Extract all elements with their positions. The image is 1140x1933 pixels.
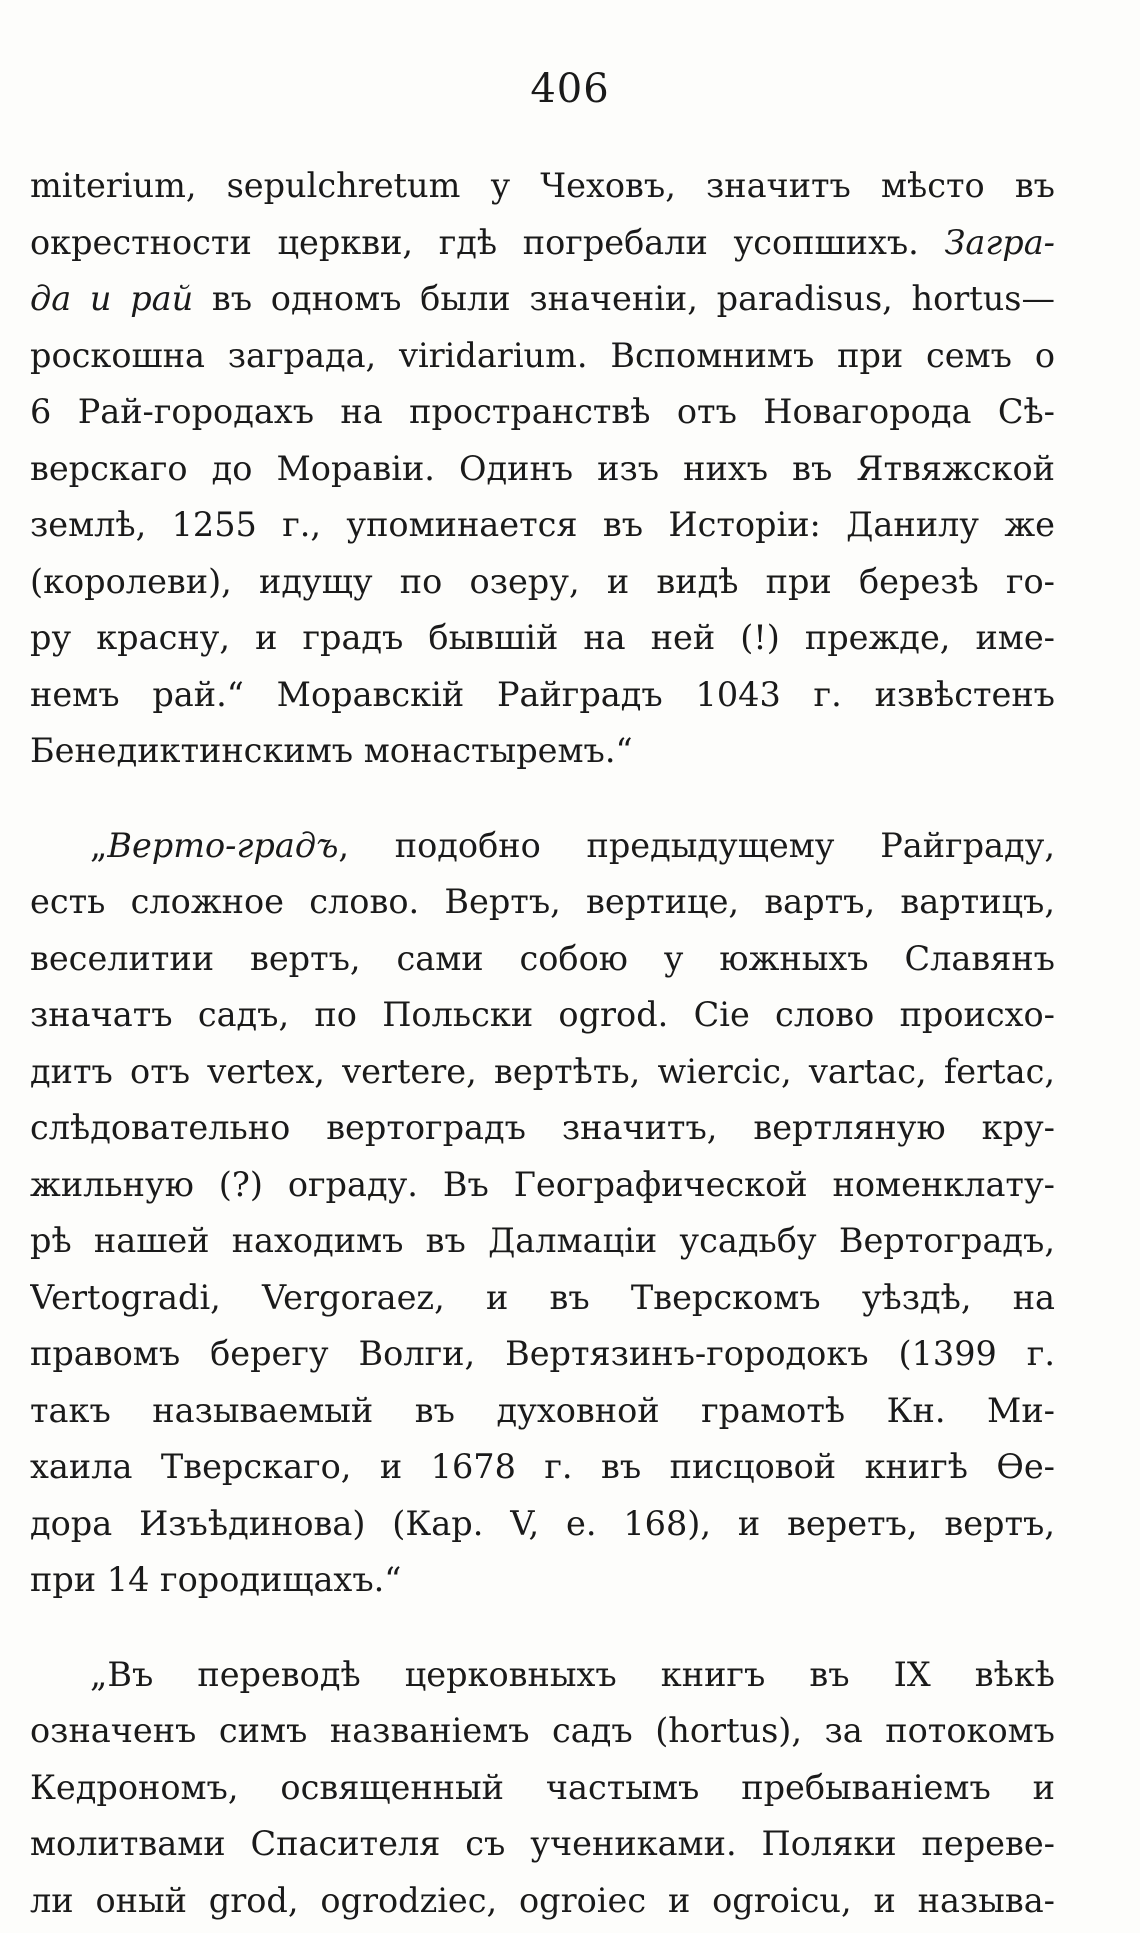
text-segment: , подобно предыдущему Райграду, — [338, 825, 1055, 865]
text-line — [30, 874, 1055, 931]
paragraph-gap — [30, 1609, 1055, 1647]
text-line — [30, 554, 1055, 611]
text-line — [30, 384, 1055, 441]
text-segment: miterium, sepulchretum у Чеховъ, значитъ мѣсто въ — [30, 166, 1055, 205]
text-segment: „ — [90, 825, 108, 865]
text-line — [30, 1326, 1055, 1383]
text-line — [30, 931, 1055, 988]
text-segment: ли оный grod, ogrodziec, ogroiec и ogroicu, и называ- — [30, 1880, 1055, 1920]
text-segment: веселитии вертъ, сами собою у южныхъ Славянъ — [30, 938, 1055, 978]
paragraph — [30, 158, 1055, 780]
text-line — [30, 1873, 1055, 1930]
text-line — [30, 1760, 1055, 1817]
text-line — [30, 1100, 1055, 1157]
text-segment: 6 Рай-городахъ на пространствѣ отъ Новагорода Сѣ- — [30, 392, 1055, 431]
text-segment: въ одномъ были значеніи, paradisus, hortus— — [193, 279, 1055, 318]
text-segment: роскошна заграда, viridarium. Вспомнимъ при семъ о — [30, 335, 1055, 375]
text-segment: жильную (?) ограду. Въ Географической номенклату- — [30, 1164, 1055, 1204]
text-line — [30, 667, 1055, 724]
text-segment: верскаго до Моравіи. Одинъ изъ нихъ въ Ятвяжской — [30, 448, 1055, 488]
text-line — [30, 987, 1055, 1044]
text-segment: дитъ отъ vertex, vertere, вертѣть, wiercic, vartac, fertac, — [30, 1051, 1055, 1091]
text-line — [30, 497, 1055, 554]
text-line — [30, 441, 1055, 498]
text-segment: такъ называемый въ духовной грамотѣ Кн. Ми- — [30, 1390, 1055, 1430]
paragraph-gap — [30, 780, 1055, 818]
text-segment: ру красну, и градъ бывшій на ней (!) прежде, име- — [30, 618, 1055, 657]
text-line — [30, 271, 1055, 328]
text-line — [30, 1213, 1055, 1270]
text-line — [30, 1270, 1055, 1327]
text-segment: есть сложное слово. Вертъ, вертице, вартъ, вартицъ, — [30, 882, 1055, 921]
text-line — [30, 1496, 1055, 1553]
text-segment: „Въ переводѣ церковныхъ книгъ въ IX вѣкѣ — [90, 1654, 1055, 1694]
text-line — [30, 158, 1055, 215]
body-text — [30, 158, 1055, 1929]
text-segment: Бенедиктинскимъ монастыремъ.“ — [30, 731, 633, 770]
text-line — [30, 1157, 1055, 1214]
italic-text: Загра- — [944, 222, 1055, 262]
text-line — [30, 1439, 1055, 1496]
text-segment: Vertogradi, Vergoraez, и въ Тверскомъ уѣздѣ, на — [30, 1277, 1055, 1317]
text-segment: дора Изъѣдинова) (Кар. V, е. 168), и веретъ, вертъ, — [30, 1503, 1055, 1543]
text-segment: немъ рай.“ Моравскій Райградъ 1043 г. извѣстенъ — [30, 674, 1055, 714]
text-segment: землѣ, 1255 г., упоминается въ Исторіи: Данилу же — [30, 505, 1055, 544]
paragraph — [30, 1647, 1055, 1930]
text-line — [30, 215, 1055, 272]
text-segment: слѣдовательно вертоградъ значитъ, вертляную кру- — [30, 1108, 1055, 1147]
text-line — [30, 723, 1055, 780]
text-segment: означенъ симъ названіемъ садъ (hortus), за потокомъ — [30, 1711, 1055, 1750]
italic-text: Верто-градъ — [107, 825, 339, 865]
text-segment: хаила Тверскаго, и 1678 г. въ писцовой книгѣ Ѳе- — [30, 1447, 1055, 1486]
text-line — [30, 1816, 1055, 1873]
text-line — [30, 1552, 1055, 1609]
text-line — [30, 1383, 1055, 1440]
text-line — [30, 1703, 1055, 1760]
text-segment: при 14 городищахъ.“ — [30, 1560, 402, 1599]
page-number: 406 — [530, 66, 610, 112]
text-line — [30, 818, 1055, 875]
italic-text: да и рай — [30, 279, 194, 318]
text-line — [30, 610, 1055, 667]
text-segment: окрестности церкви, гдѣ погребали усопшихъ. — [30, 222, 945, 262]
text-segment: рѣ нашей находимъ въ Далмаціи усадьбу Вертоградъ, — [30, 1221, 1055, 1260]
text-line — [30, 1647, 1055, 1704]
text-segment: правомъ берегу Волги, Вертязинъ-городокъ (1399 г. — [30, 1334, 1055, 1373]
text-line — [30, 1044, 1055, 1101]
paragraph — [30, 818, 1055, 1609]
text-segment: Кедрономъ, освященный частымъ пребываніемъ и — [30, 1767, 1055, 1807]
text-segment: (королеви), идущу по озеру, и видѣ при березѣ го- — [30, 561, 1055, 601]
text-segment: молитвами Спасителя съ учениками. Поляки переве- — [30, 1824, 1055, 1863]
text-line — [30, 328, 1055, 385]
text-segment: значатъ садъ, по Польски ogrod. Сіе слово происхо- — [30, 995, 1055, 1034]
